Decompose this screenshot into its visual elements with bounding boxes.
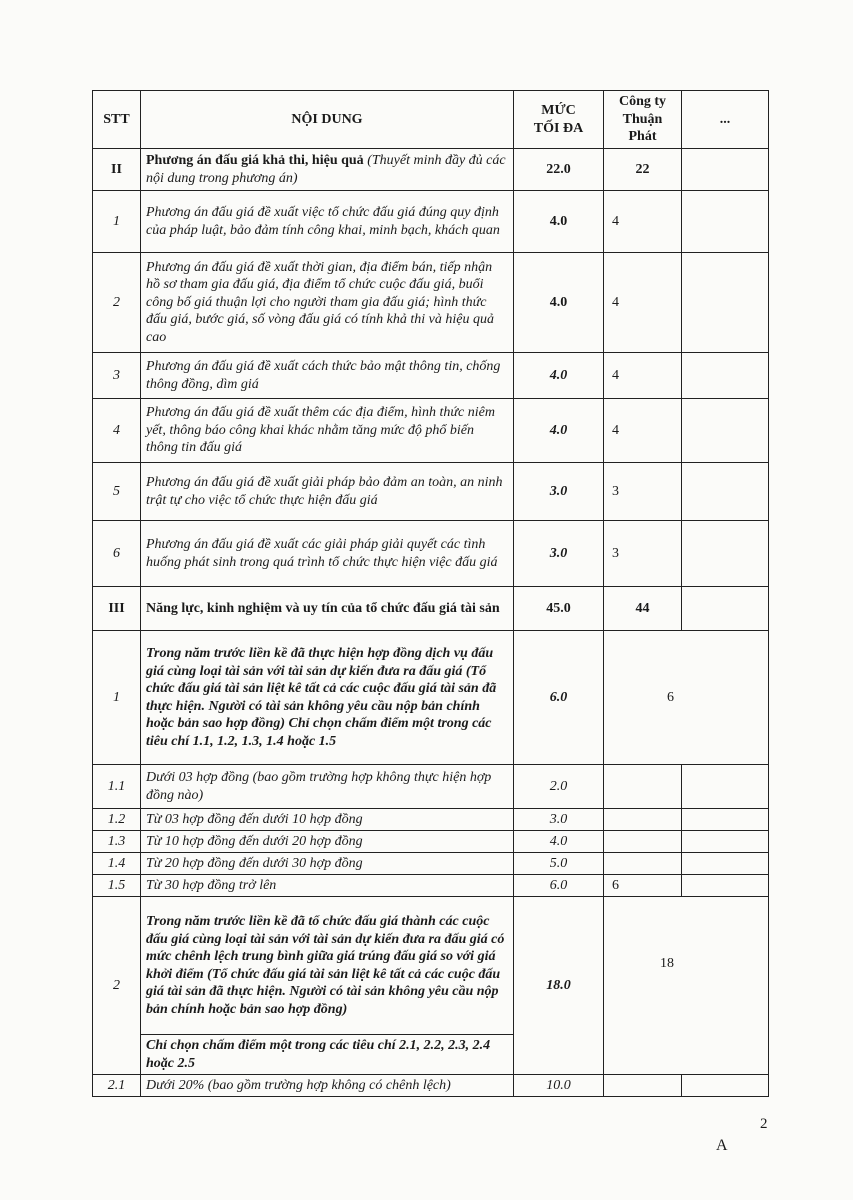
row-max: 10.0	[514, 1075, 604, 1097]
row-stt: III	[93, 587, 141, 631]
row-extra	[682, 831, 769, 853]
header-company: Công ty Thuận Phát	[604, 91, 682, 149]
row-stt: 1.2	[93, 809, 141, 831]
row-score: 6	[604, 875, 682, 897]
row-stt: 1.1	[93, 765, 141, 809]
row-max: 4.0	[514, 353, 604, 399]
row-max: 4.0	[514, 253, 604, 353]
row-max: 6.0	[514, 631, 604, 765]
table-row	[93, 831, 769, 853]
table-row	[93, 253, 769, 353]
page-number: 2	[760, 1116, 768, 1132]
row-score: 4	[604, 191, 682, 253]
row-content: Từ 10 hợp đồng đến dưới 20 hợp đồng	[141, 831, 514, 853]
row-extra	[682, 587, 769, 631]
row-extra	[682, 191, 769, 253]
row-max: 45.0	[514, 587, 604, 631]
row-stt: 3	[93, 353, 141, 399]
row-extra	[682, 521, 769, 587]
row-stt: 5	[93, 463, 141, 521]
row-score: 4	[604, 353, 682, 399]
row-stt: 1.4	[93, 853, 141, 875]
row-max: 2.0	[514, 765, 604, 809]
row-max: 3.0	[514, 521, 604, 587]
row-content: Dưới 03 hợp đồng (bao gồm trường hợp không thực hiện hợp đồng nào)	[141, 765, 514, 809]
row-content: Phương án đấu giá đề xuất giải pháp bảo đảm an toàn, an ninh trật tự cho việc tổ chức thực hiện đấu giá	[141, 463, 514, 521]
table-row	[93, 149, 769, 191]
row-stt: II	[93, 149, 141, 191]
row-stt: 2.1	[93, 1075, 141, 1097]
row-score-value: 6	[667, 689, 674, 705]
row-extra	[682, 399, 769, 463]
row-score-value: 18	[660, 956, 674, 971]
row-max: 3.0	[514, 809, 604, 831]
row-score: 3	[604, 521, 682, 587]
row-score	[604, 631, 769, 765]
row-max: 18.0	[514, 897, 604, 1075]
row-extra	[682, 853, 769, 875]
row-extra	[682, 353, 769, 399]
row-stt: 4	[93, 399, 141, 463]
row-score	[604, 1075, 682, 1097]
row-max: 5.0	[514, 853, 604, 875]
header-content: NỘI DUNG	[141, 91, 514, 149]
row-stt: 2	[93, 253, 141, 353]
row-stt: 2	[93, 897, 141, 1075]
row-content: Năng lực, kinh nghiệm và uy tín của tổ chức đấu giá tài sản	[141, 587, 514, 631]
row-score	[604, 897, 769, 1075]
row-score: 4	[604, 399, 682, 463]
table-row	[93, 853, 769, 875]
row-extra	[682, 1075, 769, 1097]
table-row	[93, 875, 769, 897]
row-max: 4.0	[514, 191, 604, 253]
row-stt: 6	[93, 521, 141, 587]
row-extra	[682, 149, 769, 191]
row-content: Trong năm trước liền kề đã thực hiện hợp đồng dịch vụ đấu giá cùng loại tài sản với tài sản dự kiến đưa ra đấu giá (Tổ chức đấu giá tài sản liệt kê tất cả các cuộc đấu giá tài sản đã thực hiện. Người có tài sản không yêu cầu nộp bản chính hoặc bản sao hợp đồng) Chỉ chọn chấm điểm một trong các tiêu chí 1.1, 1.2, 1.3, 1.4 hoặc 1.5	[141, 631, 514, 765]
table-row	[93, 1075, 769, 1097]
header-max-score: MỨC TỐI ĐA	[514, 91, 604, 149]
row-score: 4	[604, 253, 682, 353]
row-max: 22.0	[514, 149, 604, 191]
table-row	[93, 353, 769, 399]
row-extra	[682, 875, 769, 897]
row-content-note: (Thuyết minh đầy đủ các nội dung trong phương án)	[146, 153, 506, 186]
table-row	[93, 463, 769, 521]
table-row	[93, 631, 769, 765]
table-row	[93, 191, 769, 253]
header-stt: STT	[93, 91, 141, 149]
table-row	[93, 765, 769, 809]
row-content: Từ 30 hợp đồng trở lên	[141, 875, 514, 897]
row-stt: 1	[93, 631, 141, 765]
row-content: Phương án đấu giá đề xuất việc tổ chức đấu giá đúng quy định của pháp luật, bảo đảm tính công khai, minh bạch, khách quan	[141, 191, 514, 253]
row-score	[604, 831, 682, 853]
table-row	[93, 587, 769, 631]
row-max: 6.0	[514, 875, 604, 897]
table-row	[93, 399, 769, 463]
row-content: Từ 20 hợp đồng đến dưới 30 hợp đồng	[141, 853, 514, 875]
table-row	[93, 521, 769, 587]
row-content: Phương án đấu giá đề xuất các giải pháp giải quyết các tình huống phát sinh trong quá trình tổ chức thực hiện việc đấu giá	[141, 521, 514, 587]
row-content: Dưới 20% (bao gồm trường hợp không có chênh lệch)	[141, 1075, 514, 1097]
row-content-criteria: Chỉ chọn chấm điểm một trong các tiêu chí 2.1, 2.2, 2.3, 2.4 hoặc 2.5	[141, 1035, 514, 1075]
row-score	[604, 765, 682, 809]
row-content: Từ 03 hợp đồng đến dưới 10 hợp đồng	[141, 809, 514, 831]
header-more: ...	[682, 91, 769, 149]
page-mark: A	[716, 1137, 728, 1154]
row-content: Phương án đấu giá đề xuất thời gian, địa điểm bán, tiếp nhận hồ sơ tham gia đấu giá, địa điểm tổ chức cuộc đấu giá, buổi công bố giá thuận lợi cho người tham gia đấu giá; hình thức đấu giá, bước giá, số vòng đấu giá có tính khả thi và hiệu quả cao	[141, 253, 514, 353]
row-content: Trong năm trước liền kề đã tổ chức đấu giá thành các cuộc đấu giá cùng loại tài sản với tài sản dự kiến đưa ra đấu giá có mức chênh lệch trung bình giữa giá trúng đấu giá so với giá khởi điểm (Tổ chức đấu giá tài sản liệt kê tất cả các cuộc đấu giá tài sản đã thực hiện. Người có tài sản không yêu cầu nộp bản chính hoặc bản sao hợp đồng)	[141, 897, 514, 1035]
row-max: 3.0	[514, 463, 604, 521]
row-content: Phương án đấu giá đề xuất thêm các địa điểm, hình thức niêm yết, thông báo công khai khác nhằm tăng mức độ phổ biến thông tin đấu giá	[141, 399, 514, 463]
row-max: 4.0	[514, 399, 604, 463]
row-score	[604, 853, 682, 875]
row-max: 4.0	[514, 831, 604, 853]
row-score: 22	[604, 149, 682, 191]
row-stt: 1	[93, 191, 141, 253]
row-content	[141, 149, 514, 191]
row-score: 3	[604, 463, 682, 521]
row-extra	[682, 809, 769, 831]
row-content-main: Phương án đấu giá khả thi, hiệu quả	[146, 153, 364, 168]
row-extra	[682, 253, 769, 353]
row-score	[604, 809, 682, 831]
table-row	[93, 897, 769, 1035]
row-stt: 1.3	[93, 831, 141, 853]
row-score: 44	[604, 587, 682, 631]
row-extra	[682, 463, 769, 521]
row-stt: 1.5	[93, 875, 141, 897]
table-header-row	[93, 91, 769, 149]
row-content: Phương án đấu giá đề xuất cách thức bảo mật thông tin, chống thông đồng, dìm giá	[141, 353, 514, 399]
row-extra	[682, 765, 769, 809]
table-row	[93, 809, 769, 831]
evaluation-table	[92, 90, 769, 1097]
